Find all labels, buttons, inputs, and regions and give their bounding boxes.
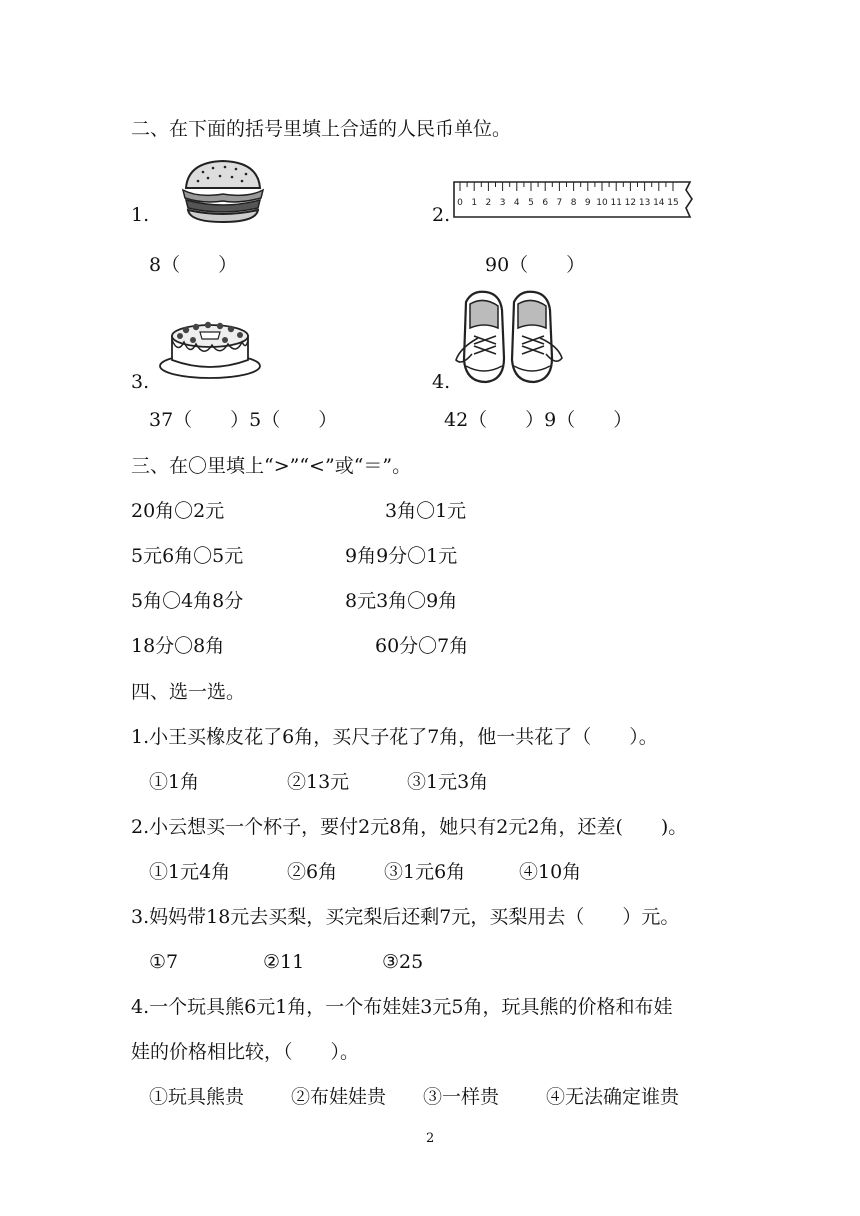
q4-option-1: ①玩具熊贵 bbox=[149, 1086, 245, 1108]
ruler-tick-label: 12 bbox=[624, 198, 637, 208]
compare-row-1-right: 3角〇1元 bbox=[385, 500, 467, 522]
item-3-answer: 37（ ）5（ ） bbox=[149, 409, 338, 431]
sneakers-icon bbox=[454, 288, 564, 388]
question-4-line-1: 4.一个玩具熊6元1角，一个布娃娃3元5角，玩具熊的价格和布娃 bbox=[131, 996, 673, 1018]
ruler-tick-label: 8 bbox=[570, 198, 577, 208]
question-3: 3.妈妈带18元去买梨，买完梨后还剩7元，买梨用去（ ）元。 bbox=[131, 906, 680, 928]
ruler-tick-label: 11 bbox=[610, 198, 622, 208]
section-3-heading: 三、在〇里填上“>”“<”或“＝”。 bbox=[131, 455, 412, 477]
q4-option-3: ③一样贵 bbox=[423, 1086, 500, 1108]
ruler-tick-label: 7 bbox=[556, 198, 563, 208]
hamburger-icon bbox=[178, 158, 268, 224]
compare-row-4-right: 60分〇7角 bbox=[375, 635, 469, 657]
ruler-tick-label: 3 bbox=[499, 198, 506, 208]
q3-option-2: ②11 bbox=[263, 951, 305, 973]
q2-option-3: ③1元6角 bbox=[384, 861, 466, 883]
ruler-tick-label: 2 bbox=[485, 198, 492, 208]
ruler-tick-label: 15 bbox=[667, 198, 679, 208]
q1-option-1: ①1角 bbox=[149, 771, 200, 793]
q2-option-1: ①1元4角 bbox=[149, 861, 231, 883]
q4-option-4: ④无法确定谁贵 bbox=[546, 1086, 680, 1108]
ruler-icon bbox=[452, 180, 696, 220]
section-4-heading: 四、选一选。 bbox=[131, 681, 246, 703]
q2-option-4: ④10角 bbox=[519, 861, 582, 883]
q1-option-2: ②13元 bbox=[287, 771, 350, 793]
q4-option-2: ②布娃娃贵 bbox=[291, 1086, 387, 1108]
q2-option-2: ②6角 bbox=[287, 861, 338, 883]
ruler-tick-label: 9 bbox=[584, 198, 591, 208]
ruler-tick-label: 6 bbox=[542, 198, 549, 208]
page-number: 2 bbox=[426, 1131, 435, 1146]
question-4-line-2: 娃的价格相比较，（ ）。 bbox=[131, 1041, 360, 1063]
compare-row-2-right: 9角9分〇1元 bbox=[345, 545, 458, 567]
item-4-number: 4. bbox=[432, 371, 451, 393]
ruler-tick-label: 14 bbox=[653, 198, 665, 208]
compare-row-3-right: 8元3角〇9角 bbox=[345, 590, 458, 612]
question-2: 2.小云想买一个杯子，要付2元8角，她只有2元2角，还差( )。 bbox=[131, 816, 688, 838]
ruler-tick-label: 13 bbox=[638, 198, 651, 208]
ruler-tick-label: 5 bbox=[528, 198, 534, 208]
ruler-tick-label: 10 bbox=[596, 198, 608, 208]
ruler-tick-label: 4 bbox=[513, 198, 520, 208]
ruler-tick-label: 1 bbox=[471, 198, 478, 208]
item-1-number: 1. bbox=[131, 204, 150, 226]
cake-icon bbox=[158, 312, 262, 380]
compare-row-2-left: 5元6角〇5元 bbox=[131, 545, 244, 567]
item-4-answer: 42（ ）9（ ） bbox=[444, 409, 633, 431]
item-2-answer: 90（ ） bbox=[485, 254, 586, 276]
compare-row-3-left: 5角〇4角8分 bbox=[131, 590, 244, 612]
compare-row-1-left: 20角〇2元 bbox=[131, 500, 225, 522]
q1-option-3: ③1元3角 bbox=[407, 771, 489, 793]
item-2-number: 2. bbox=[432, 204, 451, 226]
q3-option-3: ③25 bbox=[382, 951, 424, 973]
q3-option-1: ①7 bbox=[149, 951, 179, 973]
item-1-answer: 8（ ） bbox=[149, 254, 238, 276]
section-2-heading: 二、在下面的括号里填上合适的人民币单位。 bbox=[131, 118, 512, 140]
ruler-tick-label: 0 bbox=[457, 198, 463, 208]
question-1: 1.小王买橡皮花了6角，买尺子花了7角，他一共花了（ ）。 bbox=[131, 726, 658, 748]
item-3-number: 3. bbox=[131, 371, 150, 393]
compare-row-4-left: 18分〇8角 bbox=[131, 635, 225, 657]
